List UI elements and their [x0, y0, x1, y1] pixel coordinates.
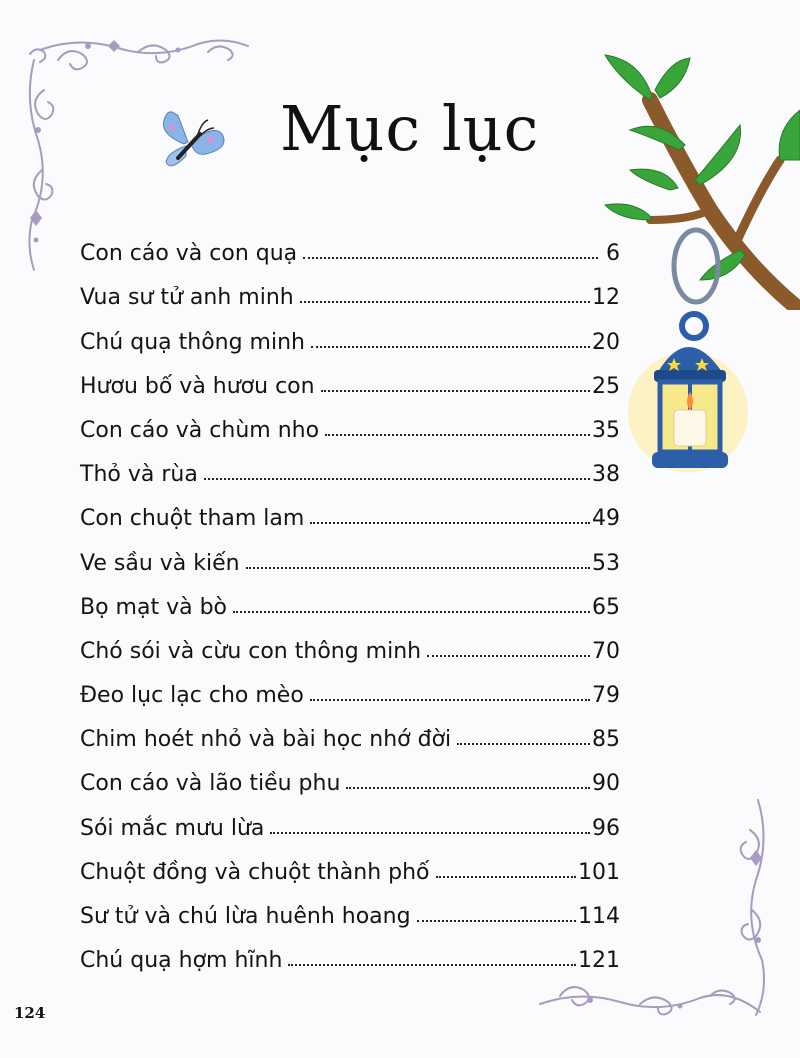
toc-entry-title: Sói mắc mưu lừa	[80, 815, 265, 841]
toc-dot-leader	[300, 301, 590, 303]
toc-entry	[80, 310, 620, 354]
toc-entry	[80, 399, 620, 443]
toc-entry-page: 70	[592, 638, 620, 664]
toc-entry-title: Con cáo và chùm nho	[80, 417, 320, 443]
toc-dot-leader	[270, 832, 590, 834]
toc-entry	[80, 531, 620, 575]
toc-entry-page: 20	[592, 329, 620, 355]
toc-entry-title: Chó sói và cừu con thông minh	[80, 638, 422, 664]
toc-entry-page: 85	[592, 727, 620, 753]
toc-entry-page: 12	[592, 285, 620, 311]
toc-entry-title: Chú quạ thông minh	[80, 329, 305, 355]
toc-dot-leader	[427, 655, 590, 657]
toc-entry	[80, 708, 620, 752]
toc-dot-leader	[233, 611, 590, 613]
toc-dot-leader	[325, 434, 590, 436]
toc-entry-title: Con cáo và lão tiều phu	[80, 771, 341, 797]
toc-entry-page: 25	[592, 373, 620, 399]
toc-dot-leader	[310, 522, 590, 524]
butterfly-icon	[148, 106, 232, 176]
toc-entry	[80, 355, 620, 399]
page-number: 124	[14, 1004, 46, 1022]
table-of-contents	[80, 222, 620, 973]
toc-entry-page: 53	[592, 550, 620, 576]
toc-entry-title: Thỏ và rùa	[80, 462, 198, 488]
toc-entry	[80, 266, 620, 310]
lantern-icon	[618, 222, 748, 482]
toc-entry-page: 96	[592, 815, 620, 841]
toc-dot-leader	[246, 567, 590, 569]
toc-dot-leader	[288, 964, 576, 966]
toc-entry-title: Sư tử và chú lừa huênh hoang	[80, 904, 411, 929]
toc-dot-leader	[321, 390, 590, 392]
toc-dot-leader	[311, 346, 590, 348]
toc-entry-title: Chim hoét nhỏ và bài học nhớ đời	[80, 727, 452, 753]
toc-dot-leader	[457, 743, 590, 745]
toc-entry-page: 101	[578, 859, 620, 885]
toc-entry	[80, 443, 620, 487]
toc-entry	[80, 620, 620, 664]
toc-entry-page: 38	[592, 462, 620, 488]
toc-entry	[80, 841, 620, 885]
toc-entry-title: Ve sầu và kiến	[80, 550, 240, 576]
toc-entry-page: 65	[592, 594, 620, 620]
toc-entry-page: 49	[592, 506, 620, 532]
toc-entry-title: Con cáo và con quạ	[80, 241, 298, 267]
toc-entry	[80, 576, 620, 620]
toc-entry	[80, 222, 620, 266]
toc-dot-leader	[436, 876, 576, 878]
toc-entry	[80, 752, 620, 796]
toc-entry	[80, 929, 620, 973]
toc-entry-page: 79	[592, 683, 620, 709]
toc-dot-leader	[303, 257, 598, 259]
toc-entry-title: Chú quạ hợm hĩnh	[80, 948, 283, 974]
toc-dot-leader	[204, 478, 590, 480]
toc-entry-page: 35	[592, 417, 620, 443]
toc-entry-title: Chuột đồng và chuột thành phố	[80, 859, 430, 885]
toc-dot-leader	[417, 920, 576, 922]
toc-entry	[80, 885, 620, 929]
toc-entry-title: Bọ mạt và bò	[80, 594, 227, 620]
toc-entry	[80, 487, 620, 531]
toc-dot-leader	[346, 787, 590, 789]
toc-dot-leader	[310, 699, 590, 701]
toc-entry-page: 121	[578, 948, 620, 974]
toc-entry-title: Đeo lục lạc cho mèo	[80, 683, 304, 709]
toc-entry-title: Hươu bố và hươu con	[80, 373, 315, 399]
toc-entry-page: 6	[606, 241, 620, 267]
toc-entry-page: 114	[578, 904, 620, 929]
toc-entry	[80, 664, 620, 708]
toc-entry-title: Vua sư tử anh minh	[80, 285, 294, 311]
toc-entry	[80, 796, 620, 840]
page-title: Mục lục	[280, 92, 540, 165]
toc-entry-page: 90	[592, 771, 620, 797]
toc-entry-title: Con chuột tham lam	[80, 506, 305, 532]
